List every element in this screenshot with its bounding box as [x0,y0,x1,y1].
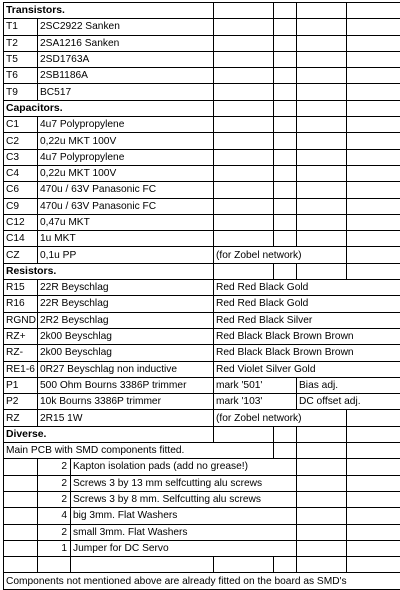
section-header: Transistors. [4,3,214,19]
section-header: Capacitors. [4,100,214,116]
section-header-row [4,263,400,279]
empty-cell [214,149,274,165]
part-description: 22R Beyschlag [38,296,214,312]
empty-cell [274,51,297,67]
empty-cell [214,231,274,247]
empty-cell [4,459,38,475]
resistor-row [4,410,400,426]
empty-cell [214,182,274,198]
item-quantity: 2 [38,491,71,507]
empty-cell [347,35,400,51]
empty-cell [214,214,274,230]
diverse-intro-row [4,443,400,459]
empty-cell [297,3,347,19]
empty-cell [214,426,274,442]
footer-row [4,573,400,589]
empty-cell [347,198,400,214]
empty-cell [214,133,274,149]
empty-cell [274,19,297,35]
empty-cell [274,3,297,19]
item-description: Jumper for DC Servo [71,540,297,556]
capacitor-row [4,247,400,263]
item-quantity: 2 [38,475,71,491]
empty-cell [347,19,400,35]
part-description: 0R27 Beyschlag non inductive [38,361,214,377]
ref-designator: RE1-6 [4,361,38,377]
ref-designator: C14 [4,231,38,247]
part-description: 2k00 Beyschlag [38,345,214,361]
empty-cell [274,133,297,149]
empty-cell [347,117,400,133]
empty-cell [274,426,297,442]
item-description: Screws 3 by 8 mm. Selfcutting alu screws [71,491,297,507]
empty-cell [297,51,347,67]
color-code: Red Black Black Brown Brown [214,345,400,361]
blank-row [4,557,400,573]
empty-cell [274,68,297,84]
color-code: Red Red Black Gold [214,296,400,312]
empty-cell [274,443,297,459]
empty-cell [347,214,400,230]
part-description: 2SB1186A [38,68,214,84]
trimmer-mark: mark '501' [214,377,297,393]
empty-cell [297,491,347,507]
part-description: 0,1u PP [38,247,214,263]
resistor-row [4,280,400,296]
diverse-intro: Main PCB with SMD components fitted. [4,443,274,459]
ref-designator: RGND [4,312,38,328]
part-description: 500 Ohm Bourns 3386P trimmer [38,377,214,393]
empty-cell [297,100,347,116]
section-header-row [4,426,400,442]
ref-designator: T2 [4,35,38,51]
empty-cell [297,84,347,100]
color-code: Red Red Black Silver [214,312,400,328]
empty-cell [297,165,347,181]
empty-cell [347,100,400,116]
empty-cell [4,508,38,524]
ref-designator: RZ- [4,345,38,361]
empty-cell [214,84,274,100]
transistor-row [4,51,400,67]
capacitor-row [4,198,400,214]
ref-designator: C1 [4,117,38,133]
part-description: 0,22u MKT 100V [38,133,214,149]
part-description: 470u / 63V Panasonic FC [38,182,214,198]
empty-cell [4,557,38,573]
empty-cell [38,557,71,573]
empty-cell [214,35,274,51]
empty-cell [274,214,297,230]
empty-cell [297,426,347,442]
empty-cell [274,100,297,116]
empty-cell [274,231,297,247]
empty-cell [347,459,400,475]
ref-designator: C9 [4,198,38,214]
section-header-row [4,100,400,116]
ref-designator: RZ+ [4,328,38,344]
capacitor-row [4,117,400,133]
part-description: 2SA1216 Sanken [38,35,214,51]
ref-designator: C4 [4,165,38,181]
ref-designator: T5 [4,51,38,67]
item-description: big 3mm. Flat Washers [71,508,297,524]
empty-cell [214,117,274,133]
transistor-row [4,19,400,35]
capacitor-row [4,214,400,230]
empty-cell [347,165,400,181]
empty-cell [347,540,400,556]
part-note: (for Zobel network) [214,410,347,426]
empty-cell [347,182,400,198]
part-description: 2R15 1W [38,410,214,426]
transistor-row [4,68,400,84]
empty-cell [347,557,400,573]
part-description: 22R Beyschlag [38,280,214,296]
empty-cell [347,263,400,279]
ref-designator: T9 [4,84,38,100]
resistor-row [4,328,400,344]
diverse-item-row [4,524,400,540]
empty-cell [297,149,347,165]
empty-cell [297,35,347,51]
empty-cell [274,165,297,181]
part-description: 2SC2922 Sanken [38,19,214,35]
empty-cell [297,133,347,149]
footer-note: Components not mentioned above are already fitted on the board as SMD's [4,573,400,589]
empty-cell [274,149,297,165]
trimmer-row [4,394,400,410]
empty-cell [214,19,274,35]
transistor-row [4,35,400,51]
empty-cell [214,165,274,181]
ref-designator: T1 [4,19,38,35]
part-description: 1u MKT [38,231,214,247]
diverse-item-row [4,475,400,491]
resistor-row [4,345,400,361]
empty-cell [297,117,347,133]
empty-cell [297,182,347,198]
empty-cell [347,3,400,19]
empty-cell [297,231,347,247]
empty-cell [297,557,347,573]
resistor-row [4,361,400,377]
diverse-item-row [4,491,400,507]
color-code: Red Black Black Brown Brown [214,328,400,344]
item-quantity: 2 [38,524,71,540]
part-description: 0,22u MKT 100V [38,165,214,181]
capacitor-row [4,149,400,165]
empty-cell [214,68,274,84]
empty-cell [274,557,297,573]
ref-designator: R16 [4,296,38,312]
empty-cell [214,263,274,279]
color-code: Red Violet Silver Gold [214,361,400,377]
resistor-row [4,312,400,328]
ref-designator: CZ [4,247,38,263]
empty-cell [347,443,400,459]
empty-cell [214,51,274,67]
empty-cell [347,491,400,507]
part-description: 2k00 Beyschlag [38,328,214,344]
empty-cell [347,475,400,491]
parts-list-body [4,3,400,590]
empty-cell [347,247,400,263]
empty-cell [347,51,400,67]
trimmer-mark: mark '103' [214,394,297,410]
part-note: (for Zobel network) [214,247,347,263]
empty-cell [347,508,400,524]
part-description: 0,47u MKT [38,214,214,230]
diverse-item-row [4,459,400,475]
empty-cell [274,35,297,51]
parts-list-table [3,2,400,590]
empty-cell [4,540,38,556]
empty-cell [347,410,400,426]
part-description: BC517 [38,84,214,100]
empty-cell [297,198,347,214]
empty-cell [347,231,400,247]
empty-cell [297,524,347,540]
empty-cell [347,149,400,165]
part-description: 2R2 Beyschlag [38,312,214,328]
empty-cell [347,68,400,84]
trimmer-row [4,377,400,393]
capacitor-row [4,231,400,247]
empty-cell [4,491,38,507]
item-description: Kapton isolation pads (add no grease!) [71,459,297,475]
item-description: small 3mm. Flat Washers [71,524,297,540]
diverse-item-row [4,508,400,524]
trimmer-use: DC offset adj. [297,394,400,410]
diverse-item-row [4,540,400,556]
capacitor-row [4,182,400,198]
empty-cell [274,182,297,198]
part-description: 4u7 Polypropylene [38,117,214,133]
empty-cell [297,214,347,230]
ref-designator: P2 [4,394,38,410]
empty-cell [297,68,347,84]
ref-designator: RZ [4,410,38,426]
empty-cell [214,100,274,116]
empty-cell [214,3,274,19]
ref-designator: R15 [4,280,38,296]
item-quantity: 4 [38,508,71,524]
section-header: Diverse. [4,426,214,442]
ref-designator: C2 [4,133,38,149]
part-description: 10k Bourns 3386P trimmer [38,394,214,410]
empty-cell [4,475,38,491]
item-quantity: 2 [38,459,71,475]
capacitor-row [4,133,400,149]
part-description: 2SD1763A [38,51,214,67]
empty-cell [274,263,297,279]
item-description: Screws 3 by 13 mm selfcutting alu screws [71,475,297,491]
empty-cell [297,263,347,279]
ref-designator: C3 [4,149,38,165]
resistor-row [4,296,400,312]
empty-cell [214,557,274,573]
section-header-row [4,3,400,19]
capacitor-row [4,165,400,181]
empty-cell [274,117,297,133]
transistor-row [4,84,400,100]
trimmer-use: Bias adj. [297,377,400,393]
empty-cell [347,426,400,442]
empty-cell [4,524,38,540]
ref-designator: C12 [4,214,38,230]
empty-cell [347,84,400,100]
ref-designator: P1 [4,377,38,393]
empty-cell [347,133,400,149]
empty-cell [71,557,214,573]
empty-cell [214,198,274,214]
ref-designator: C6 [4,182,38,198]
empty-cell [297,19,347,35]
color-code: Red Red Black Gold [214,280,400,296]
empty-cell [297,443,347,459]
item-quantity: 1 [38,540,71,556]
section-header: Resistors. [4,263,214,279]
ref-designator: T6 [4,68,38,84]
empty-cell [297,459,347,475]
empty-cell [274,84,297,100]
part-description: 4u7 Polypropylene [38,149,214,165]
empty-cell [274,198,297,214]
empty-cell [297,508,347,524]
part-description: 470u / 63V Panasonic FC [38,198,214,214]
empty-cell [297,475,347,491]
empty-cell [347,524,400,540]
empty-cell [297,540,347,556]
